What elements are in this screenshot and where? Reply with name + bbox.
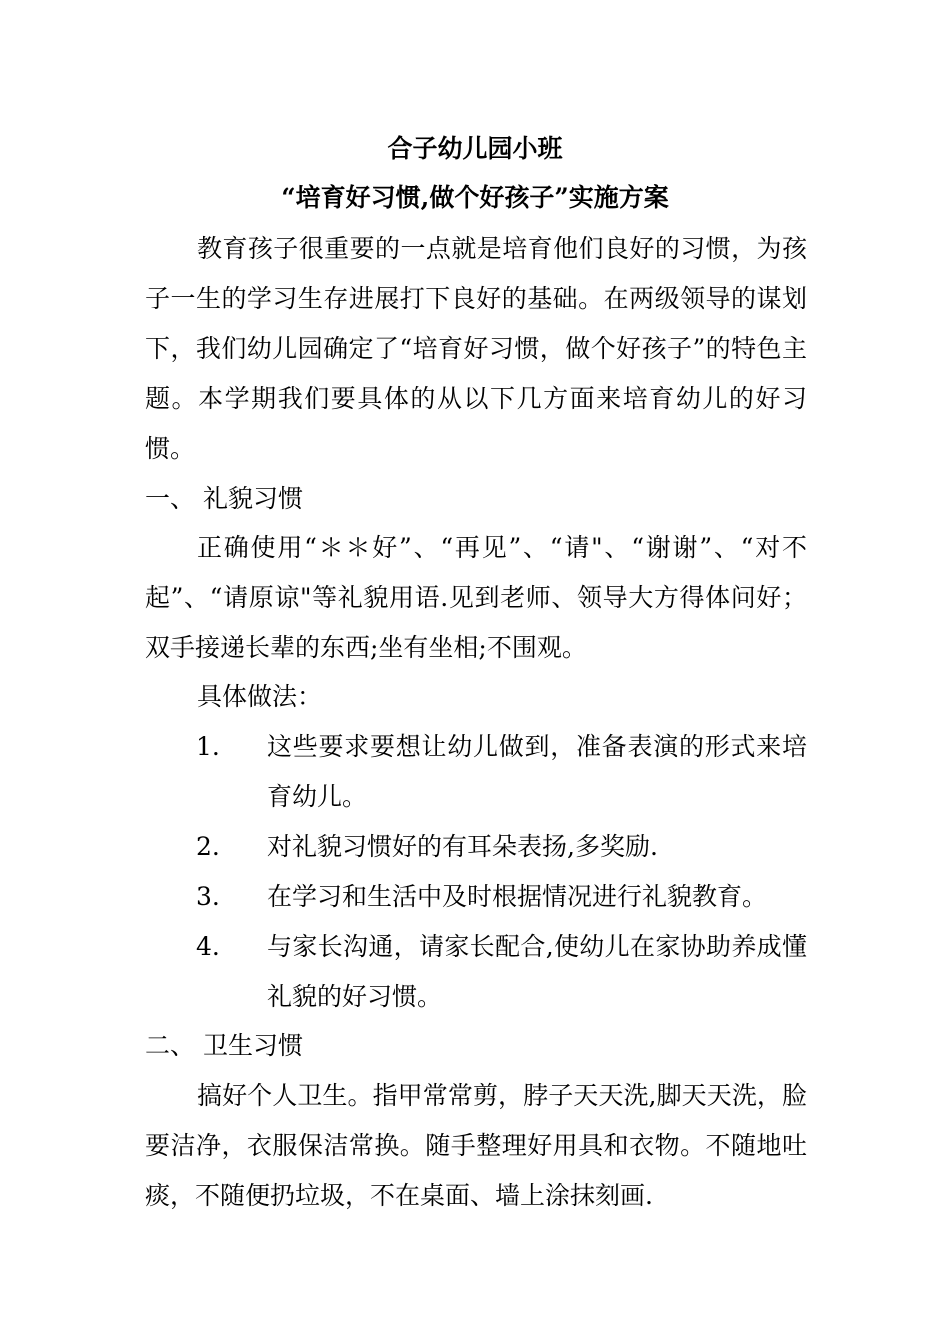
hygiene-paragraph: 搞好个人卫生。指甲常常剪，脖子天天洗,脚天天洗，脸要洁净，衣服保洁常换。随手整理好用具和衣物。不随地吐痰，不随便扔垃圾，不在桌面、墙上涂抹刻画. [145,1081,807,1210]
list-item [196,872,807,922]
list-item-text: 与家长沟通，请家长配合,使幼儿在家协助养成懂礼貌的好习惯。 [267,932,807,1011]
list-item [196,822,807,872]
list-item-number: 4. [196,932,220,961]
etiquette-paragraph: 正确使用“＊＊好”、“再见”、“请"、“谢谢”、“对不起”、“请原谅"等礼貌用语.见到老师、领导大方得体问好；双手接递长辈的东西;坐有坐相;不围观。 [145,533,807,662]
document-subtitle: “培育好习惯,做个好孩子”实施方案 [281,183,669,212]
section-title: 礼貌习惯 [203,484,304,513]
method-label: 具体做法： [197,682,323,711]
list-item [196,722,807,822]
intro-paragraph: 教育孩子很重要的一点就是培育他们良好的习惯，为孩子一生的学习生存进展打下良好的基础。在两级领导的谋划下，我们幼儿园确定了“培育好习惯，做个好孩子”的特色主题。本学期我们要具体的从以下几方面来培育幼儿的好习惯。 [145,234,807,463]
document-title: 合子幼儿园小班 [387,134,563,163]
list-item-text: 这些要求要想让幼儿做到，准备表演的形式来培育幼儿。 [267,732,807,811]
list-item-number: 1. [196,732,220,761]
list-item-number: 2. [196,832,220,861]
section-title: 卫生习惯 [203,1031,304,1060]
list-item [196,922,807,1022]
list-item-number: 3. [196,882,220,911]
list-item-text: 在学习和生活中及时根据情况进行礼貌教育。 [267,882,768,911]
section-number: 一、 [145,484,196,513]
section-number: 二、 [145,1031,196,1060]
list-item-text: 对礼貌习惯好的有耳朵表扬,多奖励. [267,832,658,861]
section-heading-etiquette [145,474,303,524]
section-heading-hygiene [145,1021,303,1071]
